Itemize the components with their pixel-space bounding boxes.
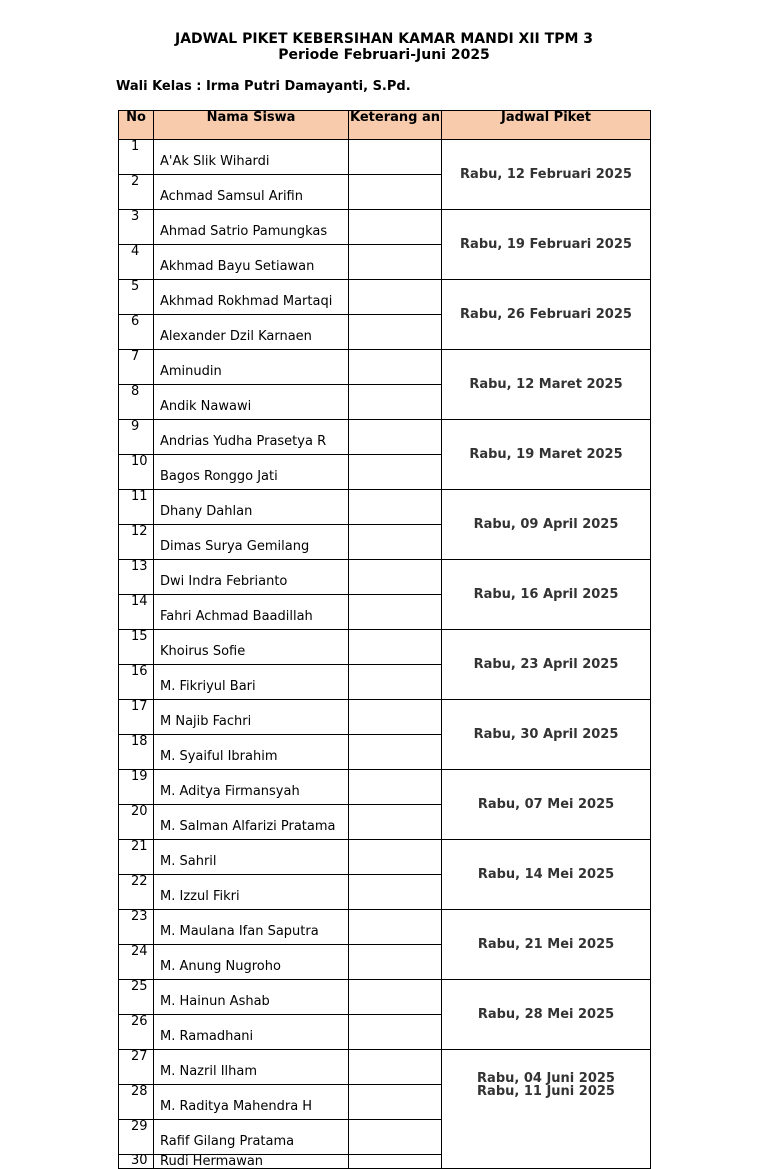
column-header-keterangan: Keterang an: [349, 111, 442, 140]
keterangan-cell: [349, 980, 442, 1015]
keterangan-cell: [349, 455, 442, 490]
keterangan-cell: [349, 840, 442, 875]
table-row: [119, 140, 651, 175]
keterangan-cell: [349, 805, 442, 840]
row-number: 24: [119, 945, 154, 980]
table-header-row: [119, 111, 651, 140]
row-number: 21: [119, 840, 154, 875]
schedule-date-group: [442, 1050, 651, 1169]
row-number: 23: [119, 910, 154, 945]
keterangan-cell: [349, 350, 442, 385]
row-number: 19: [119, 770, 154, 805]
table-row: [119, 490, 651, 525]
row-number: 16: [119, 665, 154, 700]
student-name: M. Syaiful Ibrahim: [154, 735, 349, 770]
schedule-date: Rabu, 07 Mei 2025: [442, 770, 651, 840]
row-number: 18: [119, 735, 154, 770]
student-name: Dwi Indra Febrianto: [154, 560, 349, 595]
column-header-no: No: [119, 111, 154, 140]
row-number: 27: [119, 1050, 154, 1085]
table-row: [119, 560, 651, 595]
row-number: 9: [119, 420, 154, 455]
keterangan-cell: [349, 1085, 442, 1120]
student-name: Ahmad Satrio Pamungkas: [154, 210, 349, 245]
student-name: Akhmad Rokhmad Martaqi: [154, 280, 349, 315]
schedule-date: Rabu, 21 Mei 2025: [442, 910, 651, 980]
keterangan-cell: [349, 420, 442, 455]
student-name: A'Ak Slik Wihardi: [154, 140, 349, 175]
table-row: [119, 840, 651, 875]
student-name: M. Nazril Ilham: [154, 1050, 349, 1085]
row-number: 26: [119, 1015, 154, 1050]
table-row: [119, 350, 651, 385]
row-number: 6: [119, 315, 154, 350]
keterangan-cell: [349, 700, 442, 735]
student-name: M Najib Fachri: [154, 700, 349, 735]
schedule-date: Rabu, 12 Februari 2025: [442, 140, 651, 210]
table-body: [119, 140, 651, 1169]
keterangan-cell: [349, 560, 442, 595]
student-name: M. Anung Nugroho: [154, 945, 349, 980]
row-number: 5: [119, 280, 154, 315]
student-name: Andrias Yudha Prasetya R: [154, 420, 349, 455]
schedule-date: Rabu, 30 April 2025: [442, 700, 651, 770]
student-name: Akhmad Bayu Setiawan: [154, 245, 349, 280]
row-number: 25: [119, 980, 154, 1015]
schedule-date: Rabu, 23 April 2025: [442, 630, 651, 700]
row-number: 22: [119, 875, 154, 910]
student-name: M. Hainun Ashab: [154, 980, 349, 1015]
row-number: 14: [119, 595, 154, 630]
student-name: M. Salman Alfarizi Pratama: [154, 805, 349, 840]
schedule-date: Rabu, 16 April 2025: [442, 560, 651, 630]
student-name: M. Ramadhani: [154, 1015, 349, 1050]
row-number: 12: [119, 525, 154, 560]
row-number: 1: [119, 140, 154, 175]
keterangan-cell: [349, 735, 442, 770]
student-name: Dhany Dahlan: [154, 490, 349, 525]
row-number: 8: [119, 385, 154, 420]
keterangan-cell: [349, 945, 442, 980]
keterangan-cell: [349, 875, 442, 910]
keterangan-cell: [349, 595, 442, 630]
table-row: [119, 420, 651, 455]
schedule-date: Rabu, 14 Mei 2025: [442, 840, 651, 910]
student-name: M. Izzul Fikri: [154, 875, 349, 910]
keterangan-cell: [349, 770, 442, 805]
student-name: Aminudin: [154, 350, 349, 385]
keterangan-cell: [349, 1050, 442, 1085]
page-title: JADWAL PIKET KEBERSIHAN KAMAR MANDI XII TPM 3: [174, 31, 593, 47]
student-name: Fahri Achmad Baadillah: [154, 595, 349, 630]
student-name: Achmad Samsul Arifin: [154, 175, 349, 210]
schedule-table: [118, 110, 651, 1169]
row-number: 3: [119, 210, 154, 245]
row-number: 30: [119, 1155, 154, 1169]
keterangan-cell: [349, 210, 442, 245]
student-name: M. Raditya Mahendra H: [154, 1085, 349, 1120]
homeroom-teacher: Wali Kelas : Irma Putri Damayanti, S.Pd.: [116, 79, 411, 94]
keterangan-cell: [349, 280, 442, 315]
keterangan-cell: [349, 1015, 442, 1050]
keterangan-cell: [349, 1155, 442, 1169]
table-row: [119, 1050, 651, 1085]
student-name: Bagos Ronggo Jati: [154, 455, 349, 490]
keterangan-cell: [349, 665, 442, 700]
table-row: [119, 980, 651, 1015]
keterangan-cell: [349, 910, 442, 945]
row-number: 20: [119, 805, 154, 840]
row-number: 29: [119, 1120, 154, 1155]
page-subtitle-period: Periode Februari-Juni 2025: [278, 47, 490, 63]
student-name: M. Fikriyul Bari: [154, 665, 349, 700]
student-name: Rudi Hermawan: [154, 1155, 349, 1169]
schedule-date: Rabu, 09 April 2025: [442, 490, 651, 560]
keterangan-cell: [349, 525, 442, 560]
schedule-date: Rabu, 11 Juni 2025: [477, 1084, 615, 1099]
keterangan-cell: [349, 245, 442, 280]
student-name: Rafif Gilang Pratama: [154, 1120, 349, 1155]
row-number: 7: [119, 350, 154, 385]
table-row: [119, 770, 651, 805]
table-row: [119, 280, 651, 315]
schedule-date: Rabu, 04 Juni 2025: [477, 1071, 615, 1086]
keterangan-cell: [349, 175, 442, 210]
table-row: [119, 210, 651, 245]
student-name: Khoirus Sofie: [154, 630, 349, 665]
row-number: 15: [119, 630, 154, 665]
table-row: [119, 700, 651, 735]
keterangan-cell: [349, 630, 442, 665]
schedule-date: Rabu, 28 Mei 2025: [442, 980, 651, 1050]
schedule-table-container: [118, 110, 651, 1169]
row-number: 2: [119, 175, 154, 210]
table-row: [119, 630, 651, 665]
row-number: 11: [119, 490, 154, 525]
student-name: M. Aditya Firmansyah: [154, 770, 349, 805]
row-number: 4: [119, 245, 154, 280]
keterangan-cell: [349, 490, 442, 525]
keterangan-cell: [349, 1120, 442, 1155]
keterangan-cell: [349, 385, 442, 420]
student-name: Andik Nawawi: [154, 385, 349, 420]
keterangan-cell: [349, 140, 442, 175]
student-name: Dimas Surya Gemilang: [154, 525, 349, 560]
schedule-date: Rabu, 26 Februari 2025: [442, 280, 651, 350]
schedule-date: Rabu, 19 Februari 2025: [442, 210, 651, 280]
column-header-jadwal: Jadwal Piket: [442, 111, 651, 140]
schedule-date: Rabu, 19 Maret 2025: [442, 420, 651, 490]
schedule-date: Rabu, 12 Maret 2025: [442, 350, 651, 420]
table-row: [119, 910, 651, 945]
student-name: Alexander Dzil Karnaen: [154, 315, 349, 350]
keterangan-cell: [349, 315, 442, 350]
column-header-nama: Nama Siswa: [154, 111, 349, 140]
student-name: M. Maulana Ifan Saputra: [154, 910, 349, 945]
student-name: M. Sahril: [154, 840, 349, 875]
row-number: 28: [119, 1085, 154, 1120]
row-number: 10: [119, 455, 154, 490]
row-number: 13: [119, 560, 154, 595]
row-number: 17: [119, 700, 154, 735]
